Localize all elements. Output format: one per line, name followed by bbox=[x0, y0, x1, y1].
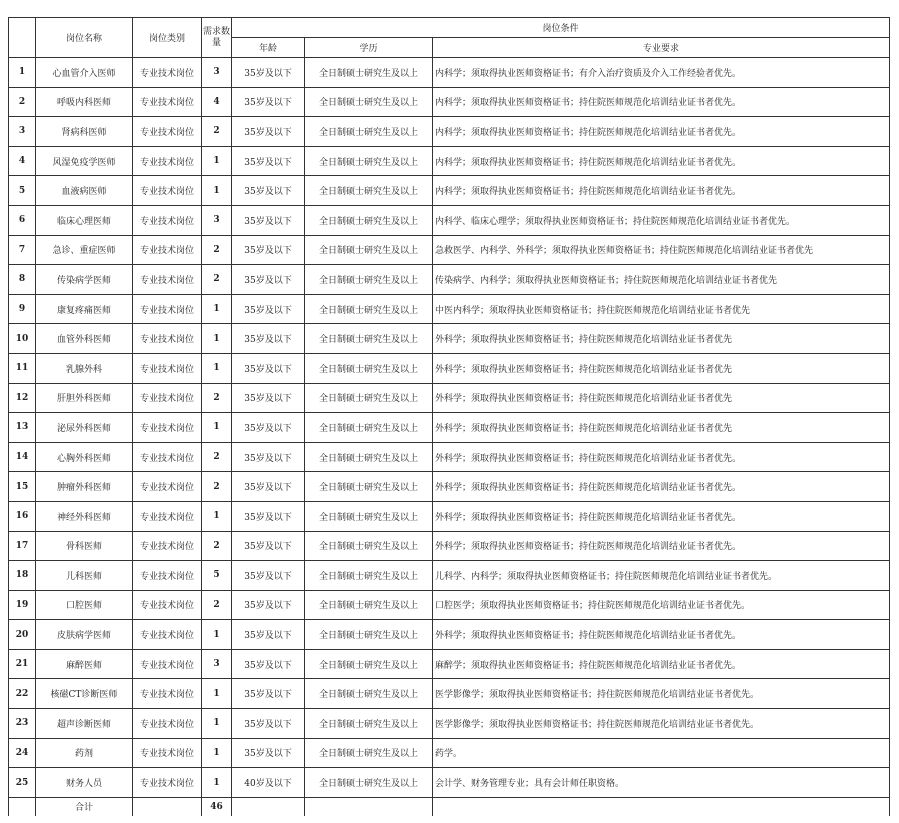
row-number: 17 bbox=[9, 531, 36, 561]
position-name: 神经外科医师 bbox=[36, 501, 133, 531]
row-number: 1 bbox=[9, 58, 36, 88]
education-requirement: 全日制硕士研究生及以上 bbox=[305, 146, 433, 176]
table-row bbox=[9, 235, 890, 265]
row-number: 11 bbox=[9, 353, 36, 383]
major-requirement: 外科学；须取得执业医师资格证书；持住院医师规范化培训结业证书者优先 bbox=[433, 413, 890, 443]
age-requirement: 35岁及以下 bbox=[232, 649, 305, 679]
row-number: 16 bbox=[9, 501, 36, 531]
position-category: 专业技术岗位 bbox=[133, 709, 202, 739]
major-requirement: 传染病学、内科学；须取得执业医师资格证书；持住院医师规范化培训结业证书者优先 bbox=[433, 265, 890, 295]
demand-count: 1 bbox=[202, 413, 232, 443]
demand-count: 1 bbox=[202, 679, 232, 709]
position-category: 专业技术岗位 bbox=[133, 353, 202, 383]
row-number: 24 bbox=[9, 738, 36, 768]
row-number: 13 bbox=[9, 413, 36, 443]
age-requirement: 35岁及以下 bbox=[232, 738, 305, 768]
education-requirement: 全日制硕士研究生及以上 bbox=[305, 58, 433, 88]
age-requirement: 35岁及以下 bbox=[232, 324, 305, 354]
position-category: 专业技术岗位 bbox=[133, 531, 202, 561]
major-requirement: 急救医学、内科学、外科学；须取得执业医师资格证书；持住院医师规范化培训结业证书者优先 bbox=[433, 235, 890, 265]
demand-count: 2 bbox=[202, 117, 232, 147]
row-number: 10 bbox=[9, 324, 36, 354]
position-category: 专业技术岗位 bbox=[133, 205, 202, 235]
age-requirement: 35岁及以下 bbox=[232, 679, 305, 709]
demand-count: 2 bbox=[202, 442, 232, 472]
position-name: 乳腺外科 bbox=[36, 353, 133, 383]
table-row bbox=[9, 58, 890, 88]
table-row bbox=[9, 620, 890, 650]
major-requirement: 内科学；须取得执业医师资格证书；持住院医师规范化培训结业证书者优先。 bbox=[433, 87, 890, 117]
age-requirement: 35岁及以下 bbox=[232, 561, 305, 591]
demand-count: 1 bbox=[202, 768, 232, 798]
position-name: 财务人员 bbox=[36, 768, 133, 798]
position-name: 骨科医师 bbox=[36, 531, 133, 561]
table-header bbox=[9, 18, 890, 58]
total-label: 合计 bbox=[36, 797, 133, 816]
demand-count: 1 bbox=[202, 294, 232, 324]
demand-count: 1 bbox=[202, 620, 232, 650]
row-number: 12 bbox=[9, 383, 36, 413]
position-category: 专业技术岗位 bbox=[133, 294, 202, 324]
education-requirement: 全日制硕士研究生及以上 bbox=[305, 531, 433, 561]
position-category: 专业技术岗位 bbox=[133, 501, 202, 531]
row-number: 20 bbox=[9, 620, 36, 650]
demand-count: 1 bbox=[202, 146, 232, 176]
education-requirement: 全日制硕士研究生及以上 bbox=[305, 561, 433, 591]
position-category: 专业技术岗位 bbox=[133, 235, 202, 265]
major-requirement: 麻醉学；须取得执业医师资格证书；持住院医师规范化培训结业证书者优先。 bbox=[433, 649, 890, 679]
age-requirement: 35岁及以下 bbox=[232, 472, 305, 502]
row-number: 15 bbox=[9, 472, 36, 502]
row-number: 6 bbox=[9, 205, 36, 235]
header-position-name: 岗位名称 bbox=[36, 18, 133, 58]
table-row bbox=[9, 265, 890, 295]
row-number: 22 bbox=[9, 679, 36, 709]
table-row bbox=[9, 738, 890, 768]
education-requirement: 全日制硕士研究生及以上 bbox=[305, 413, 433, 443]
row-number: 21 bbox=[9, 649, 36, 679]
major-requirement: 外科学；须取得执业医师资格证书；持住院医师规范化培训结业证书者优先。 bbox=[433, 442, 890, 472]
age-requirement: 35岁及以下 bbox=[232, 620, 305, 650]
position-category: 专业技术岗位 bbox=[133, 413, 202, 443]
demand-count: 2 bbox=[202, 531, 232, 561]
table-row bbox=[9, 176, 890, 206]
table-row bbox=[9, 413, 890, 443]
position-name: 泌尿外科医师 bbox=[36, 413, 133, 443]
total-cell-category bbox=[133, 797, 202, 816]
education-requirement: 全日制硕士研究生及以上 bbox=[305, 265, 433, 295]
position-category: 专业技术岗位 bbox=[133, 146, 202, 176]
row-number: 4 bbox=[9, 146, 36, 176]
demand-count: 1 bbox=[202, 709, 232, 739]
age-requirement: 35岁及以下 bbox=[232, 176, 305, 206]
position-name: 临床心理医师 bbox=[36, 205, 133, 235]
education-requirement: 全日制硕士研究生及以上 bbox=[305, 679, 433, 709]
demand-count: 2 bbox=[202, 383, 232, 413]
position-category: 专业技术岗位 bbox=[133, 768, 202, 798]
major-requirement: 内科学；须取得执业医师资格证书；持住院医师规范化培训结业证书者优先。 bbox=[433, 176, 890, 206]
table-row bbox=[9, 442, 890, 472]
table-row bbox=[9, 709, 890, 739]
row-number: 23 bbox=[9, 709, 36, 739]
total-row bbox=[9, 797, 890, 816]
education-requirement: 全日制硕士研究生及以上 bbox=[305, 590, 433, 620]
position-name: 传染病学医师 bbox=[36, 265, 133, 295]
position-name: 药剂 bbox=[36, 738, 133, 768]
position-name: 儿科医师 bbox=[36, 561, 133, 591]
position-category: 专业技术岗位 bbox=[133, 324, 202, 354]
position-name: 心血管介入医师 bbox=[36, 58, 133, 88]
row-number: 2 bbox=[9, 87, 36, 117]
table-row bbox=[9, 561, 890, 591]
position-category: 专业技术岗位 bbox=[133, 442, 202, 472]
position-category: 专业技术岗位 bbox=[133, 265, 202, 295]
age-requirement: 35岁及以下 bbox=[232, 353, 305, 383]
major-requirement: 药学。 bbox=[433, 738, 890, 768]
table-row bbox=[9, 531, 890, 561]
row-number: 5 bbox=[9, 176, 36, 206]
position-name: 风湿免疫学医师 bbox=[36, 146, 133, 176]
demand-count: 2 bbox=[202, 265, 232, 295]
table-row bbox=[9, 590, 890, 620]
education-requirement: 全日制硕士研究生及以上 bbox=[305, 383, 433, 413]
demand-count: 5 bbox=[202, 561, 232, 591]
demand-count: 1 bbox=[202, 501, 232, 531]
major-requirement: 外科学；须取得执业医师资格证书；持住院医师规范化培训结业证书者优先。 bbox=[433, 501, 890, 531]
education-requirement: 全日制硕士研究生及以上 bbox=[305, 501, 433, 531]
table-row bbox=[9, 146, 890, 176]
header-age: 年龄 bbox=[232, 38, 305, 58]
major-requirement: 外科学；须取得执业医师资格证书；持住院医师规范化培训结业证书者优先 bbox=[433, 383, 890, 413]
table-row bbox=[9, 353, 890, 383]
age-requirement: 35岁及以下 bbox=[232, 146, 305, 176]
education-requirement: 全日制硕士研究生及以上 bbox=[305, 649, 433, 679]
row-number: 7 bbox=[9, 235, 36, 265]
total-cell-requirement bbox=[433, 797, 890, 816]
education-requirement: 全日制硕士研究生及以上 bbox=[305, 205, 433, 235]
position-category: 专业技术岗位 bbox=[133, 472, 202, 502]
education-requirement: 全日制硕士研究生及以上 bbox=[305, 294, 433, 324]
age-requirement: 35岁及以下 bbox=[232, 413, 305, 443]
demand-count: 4 bbox=[202, 87, 232, 117]
age-requirement: 35岁及以下 bbox=[232, 294, 305, 324]
demand-count: 1 bbox=[202, 324, 232, 354]
major-requirement: 外科学；须取得执业医师资格证书；持住院医师规范化培训结业证书者优先。 bbox=[433, 531, 890, 561]
demand-count: 2 bbox=[202, 235, 232, 265]
age-requirement: 35岁及以下 bbox=[232, 205, 305, 235]
position-category: 专业技术岗位 bbox=[133, 117, 202, 147]
table-row bbox=[9, 472, 890, 502]
major-requirement: 内科学；须取得执业医师资格证书；持住院医师规范化培训结业证书者优先。 bbox=[433, 146, 890, 176]
position-category: 专业技术岗位 bbox=[133, 561, 202, 591]
position-name: 麻醉医师 bbox=[36, 649, 133, 679]
education-requirement: 全日制硕士研究生及以上 bbox=[305, 709, 433, 739]
age-requirement: 35岁及以下 bbox=[232, 117, 305, 147]
table-row bbox=[9, 649, 890, 679]
position-category: 专业技术岗位 bbox=[133, 679, 202, 709]
major-requirement: 外科学；须取得执业医师资格证书；持住院医师规范化培训结业证书者优先。 bbox=[433, 620, 890, 650]
table-row bbox=[9, 768, 890, 798]
age-requirement: 35岁及以下 bbox=[232, 235, 305, 265]
table-row bbox=[9, 501, 890, 531]
age-requirement: 35岁及以下 bbox=[232, 383, 305, 413]
row-number: 14 bbox=[9, 442, 36, 472]
position-category: 专业技术岗位 bbox=[133, 590, 202, 620]
position-category: 专业技术岗位 bbox=[133, 176, 202, 206]
position-category: 专业技术岗位 bbox=[133, 58, 202, 88]
recruitment-table-sheet bbox=[8, 17, 890, 816]
major-requirement: 医学影像学；须取得执业医师资格证书；持住院医师规范化培训结业证书者优先。 bbox=[433, 709, 890, 739]
header-major-requirement: 专业要求 bbox=[433, 38, 890, 58]
table-row bbox=[9, 383, 890, 413]
row-number: 3 bbox=[9, 117, 36, 147]
position-name: 康复疼痛医师 bbox=[36, 294, 133, 324]
table-body bbox=[9, 58, 890, 798]
age-requirement: 35岁及以下 bbox=[232, 87, 305, 117]
row-number: 18 bbox=[9, 561, 36, 591]
major-requirement: 会计学、财务管理专业；具有会计师任职资格。 bbox=[433, 768, 890, 798]
major-requirement: 中医内科学；须取得执业医师资格证书；持住院医师规范化培训结业证书者优先 bbox=[433, 294, 890, 324]
total-cell-index bbox=[9, 797, 36, 816]
header-education: 学历 bbox=[305, 38, 433, 58]
age-requirement: 40岁及以下 bbox=[232, 768, 305, 798]
education-requirement: 全日制硕士研究生及以上 bbox=[305, 117, 433, 147]
table-row bbox=[9, 679, 890, 709]
position-name: 急诊、重症医师 bbox=[36, 235, 133, 265]
education-requirement: 全日制硕士研究生及以上 bbox=[305, 87, 433, 117]
major-requirement: 医学影像学；须取得执业医师资格证书；持住院医师规范化培训结业证书者优先。 bbox=[433, 679, 890, 709]
row-number: 9 bbox=[9, 294, 36, 324]
education-requirement: 全日制硕士研究生及以上 bbox=[305, 176, 433, 206]
table-row bbox=[9, 324, 890, 354]
position-category: 专业技术岗位 bbox=[133, 738, 202, 768]
position-name: 血液病医师 bbox=[36, 176, 133, 206]
header-position-conditions: 岗位条件 bbox=[232, 18, 890, 38]
age-requirement: 35岁及以下 bbox=[232, 590, 305, 620]
major-requirement: 口腔医学；须取得执业医师资格证书；持住院医师规范化培训结业证书者优先。 bbox=[433, 590, 890, 620]
position-name: 血管外科医师 bbox=[36, 324, 133, 354]
header-position-category: 岗位类别 bbox=[133, 18, 202, 58]
major-requirement: 内科学、临床心理学；须取得执业医师资格证书；持住院医师规范化培训结业证书者优先。 bbox=[433, 205, 890, 235]
demand-count: 3 bbox=[202, 649, 232, 679]
age-requirement: 35岁及以下 bbox=[232, 709, 305, 739]
table-row bbox=[9, 294, 890, 324]
position-name: 肝胆外科医师 bbox=[36, 383, 133, 413]
position-name: 皮肤病学医师 bbox=[36, 620, 133, 650]
demand-count: 1 bbox=[202, 176, 232, 206]
header-index bbox=[9, 18, 36, 58]
position-name: 肿瘤外科医师 bbox=[36, 472, 133, 502]
age-requirement: 35岁及以下 bbox=[232, 58, 305, 88]
row-number: 8 bbox=[9, 265, 36, 295]
recruitment-table bbox=[8, 17, 890, 816]
position-category: 专业技术岗位 bbox=[133, 620, 202, 650]
education-requirement: 全日制硕士研究生及以上 bbox=[305, 472, 433, 502]
age-requirement: 35岁及以下 bbox=[232, 501, 305, 531]
age-requirement: 35岁及以下 bbox=[232, 265, 305, 295]
position-name: 口腔医师 bbox=[36, 590, 133, 620]
major-requirement: 儿科学、内科学；须取得执业医师资格证书；持住院医师规范化培训结业证书者优先。 bbox=[433, 561, 890, 591]
position-category: 专业技术岗位 bbox=[133, 649, 202, 679]
age-requirement: 35岁及以下 bbox=[232, 442, 305, 472]
major-requirement: 内科学；须取得执业医师资格证书；有介入治疗资质及介入工作经验者优先。 bbox=[433, 58, 890, 88]
major-requirement: 内科学；须取得执业医师资格证书；持住院医师规范化培训结业证书者优先。 bbox=[433, 117, 890, 147]
education-requirement: 全日制硕士研究生及以上 bbox=[305, 620, 433, 650]
demand-count: 2 bbox=[202, 472, 232, 502]
education-requirement: 全日制硕士研究生及以上 bbox=[305, 324, 433, 354]
row-number: 19 bbox=[9, 590, 36, 620]
demand-count: 2 bbox=[202, 590, 232, 620]
education-requirement: 全日制硕士研究生及以上 bbox=[305, 353, 433, 383]
education-requirement: 全日制硕士研究生及以上 bbox=[305, 442, 433, 472]
major-requirement: 外科学；须取得执业医师资格证书；持住院医师规范化培训结业证书者优先 bbox=[433, 353, 890, 383]
education-requirement: 全日制硕士研究生及以上 bbox=[305, 738, 433, 768]
demand-count: 1 bbox=[202, 738, 232, 768]
position-name: 肾病科医师 bbox=[36, 117, 133, 147]
row-number: 25 bbox=[9, 768, 36, 798]
education-requirement: 全日制硕士研究生及以上 bbox=[305, 235, 433, 265]
position-name: 超声诊断医师 bbox=[36, 709, 133, 739]
major-requirement: 外科学；须取得执业医师资格证书；持住院医师规范化培训结业证书者优先。 bbox=[433, 472, 890, 502]
table-row bbox=[9, 87, 890, 117]
demand-count: 1 bbox=[202, 353, 232, 383]
education-requirement: 全日制硕士研究生及以上 bbox=[305, 768, 433, 798]
position-name: 呼吸内科医师 bbox=[36, 87, 133, 117]
position-category: 专业技术岗位 bbox=[133, 383, 202, 413]
demand-count: 3 bbox=[202, 58, 232, 88]
demand-count: 3 bbox=[202, 205, 232, 235]
header-demand-count: 需求数量 bbox=[202, 18, 232, 58]
total-cell-age bbox=[232, 797, 305, 816]
position-category: 专业技术岗位 bbox=[133, 87, 202, 117]
table-row bbox=[9, 205, 890, 235]
position-name: 核磁CT诊断医师 bbox=[36, 679, 133, 709]
table-row bbox=[9, 117, 890, 147]
major-requirement: 外科学；须取得执业医师资格证书；持住院医师规范化培训结业证书者优先 bbox=[433, 324, 890, 354]
position-name: 心胸外科医师 bbox=[36, 442, 133, 472]
age-requirement: 35岁及以下 bbox=[232, 531, 305, 561]
total-cell-education bbox=[305, 797, 433, 816]
total-count: 46 bbox=[202, 797, 232, 816]
